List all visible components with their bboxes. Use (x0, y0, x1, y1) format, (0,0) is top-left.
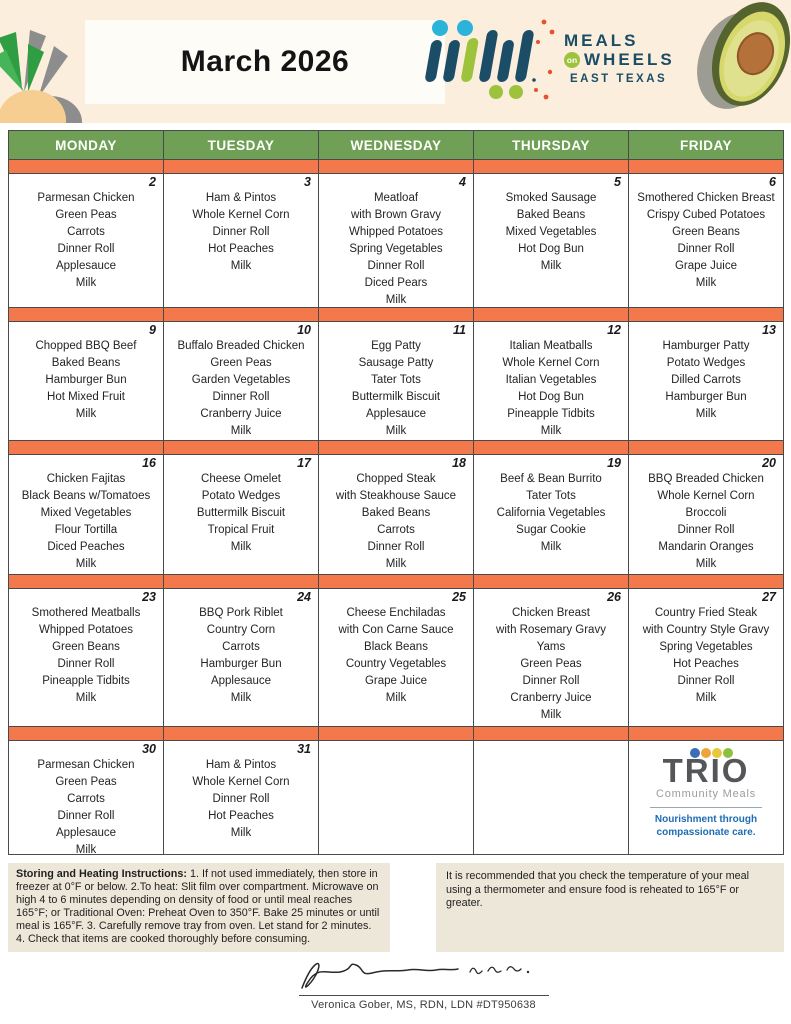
week-row (9, 454, 783, 574)
menu-items (164, 190, 318, 275)
menu-item: Buttermilk Biscuit (196, 507, 286, 519)
menu-item: Green Beans (672, 226, 740, 238)
menu-item: Italian Meatballs (509, 340, 593, 352)
menu-item: Milk (540, 260, 562, 272)
menu-item: Dilled Carrots (671, 374, 741, 386)
menu-item: Buffalo Breaded Chicken (177, 340, 305, 352)
trio-tagline-line1: Nourishment through (654, 814, 758, 825)
menu-item: Pineapple Tidbits (42, 675, 130, 687)
day-number: 31 (297, 742, 311, 756)
menu-item: Carrots (67, 793, 105, 805)
menu-item: Whipped Potatoes (39, 624, 133, 636)
separator-cell (474, 440, 629, 454)
signature-block (259, 958, 589, 1011)
menu-item: Garden Vegetables (191, 374, 291, 386)
day-number: 25 (452, 590, 466, 604)
menu-item: Italian Vegetables (505, 374, 597, 386)
separator-cell (9, 574, 164, 588)
day-number: 2 (149, 175, 156, 189)
menu-item: Chicken Fajitas (46, 473, 126, 485)
menu-item: Applesauce (55, 827, 117, 839)
menu-item: Baked Beans (516, 209, 586, 221)
menu-item: Mixed Vegetables (40, 507, 132, 519)
separator-cell (9, 440, 164, 454)
menu-item: Ham & Pintos (205, 759, 277, 771)
dietitian-name: Veronica Gober, MS, RDN, LDN #DT950638 (311, 999, 536, 1011)
menu-item: Hot Mixed Fruit (47, 391, 125, 403)
menu-item: Diced Peaches (47, 541, 125, 553)
menu-item: Hamburger Patty (662, 340, 750, 352)
mow-meals-label: MEALS (564, 30, 639, 50)
signature-scrawl (274, 958, 574, 992)
menu-items (9, 605, 163, 707)
week-row (9, 740, 783, 854)
mow-wheels-label: WHEELS (584, 49, 675, 69)
day-header-tuesday: TUESDAY (164, 131, 319, 159)
day-number: 17 (297, 456, 311, 470)
menu-item: California Vegetables (496, 507, 606, 519)
separator-cell (319, 440, 474, 454)
day-header-monday: MONDAY (9, 131, 164, 159)
menu-item: Milk (75, 844, 97, 854)
menu-item: Dinner Roll (212, 793, 270, 805)
separator-cell (319, 726, 474, 740)
day-cell (474, 173, 629, 307)
menu-item: Milk (75, 558, 97, 570)
menu-item: with Brown Gravy (350, 209, 442, 221)
storing-instructions-text: 1. If not used immediately, then store in freezer at 0°F or below. 2.To heat: Slit film over compartment. Microwave on high 4 to 6 minutes depending on density of food or until meal reaches 165°F; or Traditional Oven: Preheat Oven to 350°F. Bake 25 minutes or until meal is 165°F. 3. Carefully remove tray from oven. Let stand for 2 minutes. 4. Check that items are cooked thoroughly before consuming. (16, 868, 380, 945)
menu-item: Ham & Pintos (205, 192, 277, 204)
menu-item: Smothered Meatballs (31, 607, 141, 619)
menu-item: Pineapple Tidbits (507, 408, 595, 420)
menu-item: Milk (540, 541, 562, 553)
menu-item: Milk (230, 541, 252, 553)
menu-item: Black Beans w/Tomatoes (21, 490, 151, 502)
day-number: 26 (607, 590, 621, 604)
mow-logo-text (564, 32, 675, 85)
separator-cell (474, 574, 629, 588)
mow-on-badge: on (564, 52, 580, 68)
day-number: 13 (762, 323, 776, 337)
day-number: 5 (614, 175, 621, 189)
menu-item: BBQ Pork Riblet (199, 607, 283, 619)
day-number: 27 (762, 590, 776, 604)
menu-items (629, 471, 783, 573)
menu-item: Mandarin Oranges (658, 541, 754, 553)
day-cell (319, 588, 474, 726)
day-cell (474, 454, 629, 574)
menu-item: Hot Peaches (208, 810, 274, 822)
menu-item: Yams (536, 641, 566, 653)
day-header-thursday: THURSDAY (474, 131, 629, 159)
day-cell (474, 588, 629, 726)
menu-item: Chopped Steak (356, 473, 436, 485)
day-cell (9, 588, 164, 726)
menu-item: Spring Vegetables (349, 243, 443, 255)
menu-items (319, 605, 473, 707)
menu-item: Mixed Vegetables (505, 226, 597, 238)
separator-cell (9, 307, 164, 321)
menu-items (164, 471, 318, 556)
day-cell (319, 173, 474, 307)
menu-item: Applesauce (365, 408, 427, 420)
day-cell (9, 321, 164, 440)
day-number: 4 (459, 175, 466, 189)
week-separator (9, 574, 783, 588)
menu-item: with Steakhouse Sauce (335, 490, 457, 502)
page-title: March 2026 (180, 45, 350, 78)
menu-item: Carrots (67, 226, 105, 238)
day-cell (319, 321, 474, 440)
menu-item: Egg Patty (371, 340, 421, 352)
temperature-note: It is recommended that you check the temperature of your meal using a thermometer and ensure food is reheated to 165°F or greater. (436, 863, 784, 952)
separator-cell (319, 574, 474, 588)
menu-items (9, 338, 163, 423)
menu-item: Milk (75, 408, 97, 420)
menu-item: Smoked Sausage (505, 192, 597, 204)
menu-item: Buttermilk Biscuit (351, 391, 441, 403)
menu-item: Milk (695, 558, 717, 570)
day-number: 18 (452, 456, 466, 470)
trio-tagline (629, 814, 783, 839)
menu-item: Tater Tots (371, 374, 421, 386)
separator-cell (629, 726, 783, 740)
menu-item: Hamburger Bun (45, 374, 127, 386)
menu-item: Dinner Roll (677, 524, 735, 536)
separator-cell (164, 726, 319, 740)
menu-item: Dinner Roll (212, 226, 270, 238)
separator-cell (629, 159, 783, 173)
day-number: 3 (304, 175, 311, 189)
menu-item: Chicken Breast (512, 607, 590, 619)
menu-item: Baked Beans (51, 357, 121, 369)
day-cell (164, 173, 319, 307)
day-cell (164, 321, 319, 440)
menu-item: Carrots (222, 641, 260, 653)
day-cell (164, 454, 319, 574)
menu-item: Cheese Omelet (201, 473, 281, 485)
menu-item: with Country Style Gravy (642, 624, 770, 636)
menu-item: Hot Peaches (208, 243, 274, 255)
day-cell (629, 740, 783, 854)
menu-items (319, 471, 473, 573)
footer (8, 863, 784, 952)
separator-cell (474, 726, 629, 740)
menu-item: Dinner Roll (57, 658, 115, 670)
menu-item: Dinner Roll (57, 810, 115, 822)
menu-item: Hot Peaches (673, 658, 739, 670)
separator-cell (164, 574, 319, 588)
day-cell (319, 740, 474, 854)
menu-item: Whole Kernel Corn (657, 490, 755, 502)
menu-item: Diced Pears (364, 277, 428, 289)
menu-item: Hot Dog Bun (518, 391, 584, 403)
menu-item: Green Peas (520, 658, 582, 670)
menu-item: Milk (385, 558, 407, 570)
day-cell (629, 321, 783, 440)
menu-items (9, 471, 163, 573)
menu-item: Baked Beans (361, 507, 431, 519)
menu-item: Dinner Roll (367, 260, 425, 272)
menu-item: Dinner Roll (367, 541, 425, 553)
trio-wordmark: TRIO (662, 752, 750, 789)
menu-item: Parmesan Chicken (37, 759, 135, 771)
menu-item: Carrots (377, 524, 415, 536)
week-separator (9, 307, 783, 321)
menu-items (164, 338, 318, 440)
menu-item: Milk (230, 260, 252, 272)
menu-item: Whole Kernel Corn (192, 776, 290, 788)
menu-item: Sausage Patty (358, 357, 434, 369)
mow-logo-icon (424, 16, 556, 100)
day-number: 24 (297, 590, 311, 604)
day-number: 19 (607, 456, 621, 470)
week-row (9, 588, 783, 726)
menu-item: Chopped BBQ Beef (35, 340, 137, 352)
menu-item: Dinner Roll (212, 391, 270, 403)
menu-item: Tater Tots (526, 490, 576, 502)
menu-item: BBQ Breaded Chicken (648, 473, 764, 485)
day-cell (9, 740, 164, 854)
menu-item: Hamburger Bun (665, 391, 747, 403)
menu-item: Cranberry Juice (510, 692, 592, 704)
day-number: 12 (607, 323, 621, 337)
day-cell (474, 740, 629, 854)
menu-items (474, 471, 628, 556)
menu-calendar (8, 130, 784, 855)
menu-item: Milk (695, 277, 717, 289)
menu-item: Milk (385, 692, 407, 704)
menu-item: Sugar Cookie (516, 524, 586, 536)
day-cell (9, 173, 164, 307)
separator-cell (629, 307, 783, 321)
day-header-row (9, 131, 783, 159)
day-cell (474, 321, 629, 440)
menu-item: Milk (75, 692, 97, 704)
menu-item: Smothered Chicken Breast (637, 192, 775, 204)
menu-items (164, 605, 318, 707)
meals-on-wheels-logo (424, 16, 675, 100)
menu-item: Country Corn (206, 624, 276, 636)
menu-item: Broccoli (685, 507, 727, 519)
separator-cell (319, 307, 474, 321)
day-number: 6 (769, 175, 776, 189)
separator-cell (474, 307, 629, 321)
menu-item: Whole Kernel Corn (502, 357, 600, 369)
separator-cell (474, 159, 629, 173)
day-cell (164, 740, 319, 854)
menu-items (319, 338, 473, 440)
storing-heating-instructions (8, 863, 390, 952)
week-separator (9, 726, 783, 740)
menu-items (474, 605, 628, 724)
header-band (0, 0, 791, 123)
menu-items (629, 190, 783, 292)
day-cell (319, 454, 474, 574)
menu-item: Grape Juice (364, 675, 427, 687)
menu-item: Green Peas (55, 776, 117, 788)
week-separator (9, 440, 783, 454)
menu-item: Flour Tortilla (54, 524, 118, 536)
menu-item: with Con Carne Sauce (338, 624, 454, 636)
menu-item: Green Peas (210, 357, 272, 369)
menu-item: Milk (385, 425, 407, 437)
day-cell (629, 454, 783, 574)
menu-item: Dinner Roll (677, 675, 735, 687)
menu-item: Hot Dog Bun (518, 243, 584, 255)
day-number: 16 (142, 456, 156, 470)
day-header-friday: FRIDAY (629, 131, 783, 159)
menu-item: Milk (230, 425, 252, 437)
menu-item: Hamburger Bun (200, 658, 282, 670)
separator-cell (164, 307, 319, 321)
day-number: 30 (142, 742, 156, 756)
week-row (9, 321, 783, 440)
menu-item: Milk (695, 408, 717, 420)
day-cell (629, 173, 783, 307)
separator-cell (164, 159, 319, 173)
menu-item: Milk (230, 692, 252, 704)
menu-item: Black Beans (364, 641, 428, 653)
menu-item: Potato Wedges (666, 357, 746, 369)
menu-item: Whipped Potatoes (349, 226, 443, 238)
menu-items (164, 757, 318, 842)
day-number: 11 (453, 323, 466, 337)
menu-items (474, 338, 628, 440)
menu-item: Milk (540, 425, 562, 437)
menu-items (474, 190, 628, 275)
day-number: 23 (142, 590, 156, 604)
menu-item: Dinner Roll (522, 675, 580, 687)
menu-item: Milk (75, 277, 97, 289)
day-number: 20 (762, 456, 776, 470)
separator-cell (629, 440, 783, 454)
trio-logo (629, 742, 783, 839)
menu-item: Green Beans (52, 641, 120, 653)
menu-item: Milk (230, 827, 252, 839)
day-number: 10 (297, 323, 311, 337)
separator-cell (9, 159, 164, 173)
storing-instructions-heading: Storing and Heating Instructions: (16, 868, 187, 880)
menu-item: Tropical Fruit (207, 524, 275, 536)
week-separator (9, 159, 783, 173)
menu-item: Parmesan Chicken (37, 192, 135, 204)
menu-items (9, 190, 163, 292)
menu-item: Whole Kernel Corn (192, 209, 290, 221)
menu-item: Milk (540, 709, 562, 721)
menu-item: Potato Wedges (201, 490, 281, 502)
avocado-illustration (689, 0, 791, 118)
day-header-wednesday: WEDNESDAY (319, 131, 474, 159)
week-row (9, 173, 783, 307)
title-box (85, 20, 445, 104)
menu-item: Milk (695, 692, 717, 704)
menu-item: Milk (385, 294, 407, 306)
separator-cell (319, 159, 474, 173)
trio-divider (650, 807, 762, 808)
menu-item: with Rosemary Gravy (496, 624, 606, 636)
menu-item: Applesauce (55, 260, 117, 272)
menu-item: Spring Vegetables (659, 641, 753, 653)
menu-item: Grape Juice (674, 260, 737, 272)
menu-items (9, 757, 163, 854)
menu-items (629, 338, 783, 423)
separator-cell (164, 440, 319, 454)
menu-item: Cheese Enchiladas (346, 607, 446, 619)
menu-item: Dinner Roll (677, 243, 735, 255)
signature-line (299, 995, 549, 996)
menu-item: Applesauce (210, 675, 272, 687)
menu-item: Beef & Bean Burrito (500, 473, 602, 485)
menu-item: Country Fried Steak (654, 607, 758, 619)
trio-subtitle: Community Meals (655, 788, 757, 800)
day-cell (164, 588, 319, 726)
separator-cell (629, 574, 783, 588)
day-cell (9, 454, 164, 574)
menu-items (319, 190, 473, 307)
menu-item: Green Peas (55, 209, 117, 221)
menu-item: Crispy Cubed Potatoes (646, 209, 766, 221)
menu-item: Meatloaf (373, 192, 419, 204)
mow-region-label: EAST TEXAS (570, 72, 668, 85)
day-cell (629, 588, 783, 726)
trio-tagline-line2: compassionate care. (656, 826, 756, 838)
menu-item: Dinner Roll (57, 243, 115, 255)
menu-items (629, 605, 783, 707)
day-number: 9 (149, 323, 156, 337)
menu-item: Cranberry Juice (200, 408, 282, 420)
menu-item: Country Vegetables (345, 658, 447, 670)
separator-cell (9, 726, 164, 740)
